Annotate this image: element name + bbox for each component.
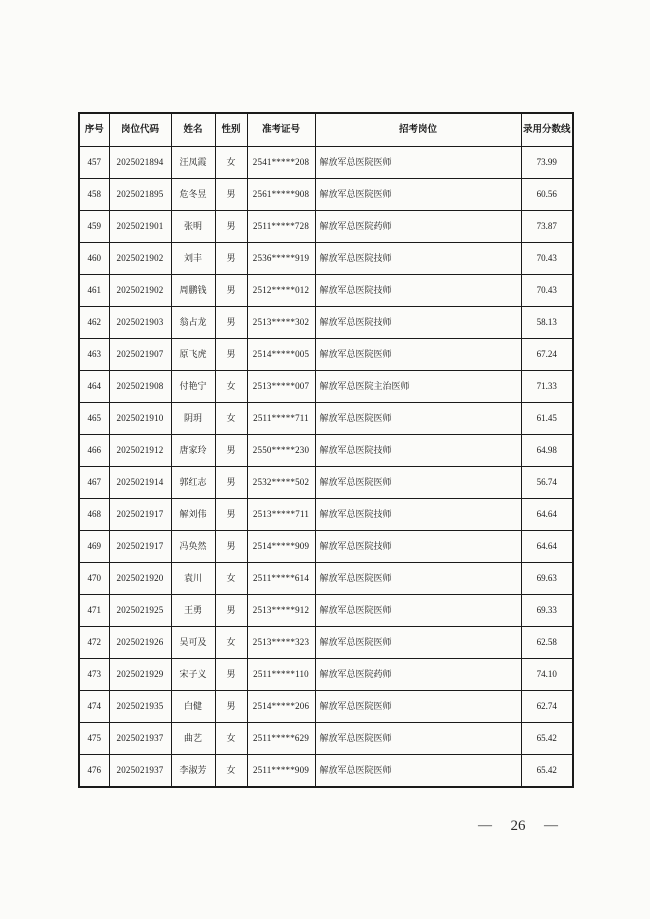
cell-position: 解放军总医院技师 [315,243,521,275]
cell-index: 457 [79,147,109,179]
table-row [79,499,573,531]
cell-position: 解放军总医院技师 [315,435,521,467]
cell-score: 74.10 [521,659,573,691]
cell-exam-no: 2513*****302 [247,307,315,339]
cell-index: 470 [79,563,109,595]
cell-gender: 男 [215,435,247,467]
cell-gender: 女 [215,563,247,595]
cell-score: 70.43 [521,243,573,275]
cell-position: 解放军总医院技师 [315,275,521,307]
cell-gender: 男 [215,275,247,307]
header-name: 姓名 [171,113,215,147]
cell-position: 解放军总医院技师 [315,307,521,339]
cell-job-code: 2025021912 [109,435,171,467]
cell-job-code: 2025021914 [109,467,171,499]
cell-job-code: 2025021902 [109,243,171,275]
cell-gender: 男 [215,691,247,723]
cell-name: 王勇 [171,595,215,627]
cell-name: 翁占龙 [171,307,215,339]
cell-score: 58.13 [521,307,573,339]
cell-exam-no: 2511*****629 [247,723,315,755]
table-row [79,211,573,243]
cell-position: 解放军总医院医师 [315,691,521,723]
cell-name: 阴玥 [171,403,215,435]
cell-exam-no: 2511*****728 [247,211,315,243]
cell-job-code: 2025021895 [109,179,171,211]
header-job-code: 岗位代码 [109,113,171,147]
cell-index: 473 [79,659,109,691]
cell-exam-no: 2511*****909 [247,755,315,788]
table-row [79,147,573,179]
cell-name: 汪凤霞 [171,147,215,179]
cell-index: 461 [79,275,109,307]
cell-name: 宋子义 [171,659,215,691]
header-gender: 性别 [215,113,247,147]
cell-index: 460 [79,243,109,275]
cell-gender: 男 [215,339,247,371]
cell-position: 解放军总医院医师 [315,595,521,627]
cell-index: 476 [79,755,109,788]
cell-gender: 男 [215,179,247,211]
cell-score: 62.58 [521,627,573,659]
cell-exam-no: 2511*****614 [247,563,315,595]
cell-gender: 男 [215,467,247,499]
cell-score: 65.42 [521,723,573,755]
table-header-row [79,113,573,147]
cell-exam-no: 2513*****007 [247,371,315,403]
cell-gender: 女 [215,755,247,788]
cell-name: 李淑芳 [171,755,215,788]
cell-name: 曲艺 [171,723,215,755]
table-row [79,371,573,403]
cell-job-code: 2025021937 [109,755,171,788]
cell-name: 吴可及 [171,627,215,659]
table-row [79,403,573,435]
cell-position: 解放军总医院医师 [315,147,521,179]
cell-gender: 女 [215,627,247,659]
table-row [79,243,573,275]
table-row [79,627,573,659]
page-number-value: 26 [510,818,526,834]
cell-exam-no: 2541*****208 [247,147,315,179]
cell-score: 67.24 [521,339,573,371]
cell-index: 467 [79,467,109,499]
page-number-dash-left: — [478,817,492,833]
cell-index: 462 [79,307,109,339]
cell-exam-no: 2514*****206 [247,691,315,723]
cell-exam-no: 2532*****502 [247,467,315,499]
cell-job-code: 2025021935 [109,691,171,723]
cell-exam-no: 2511*****110 [247,659,315,691]
cell-index: 465 [79,403,109,435]
cell-score: 61.45 [521,403,573,435]
cell-name: 唐家玲 [171,435,215,467]
page-number [478,818,558,835]
cell-index: 471 [79,595,109,627]
cell-exam-no: 2514*****005 [247,339,315,371]
cell-score: 65.42 [521,755,573,788]
table-row [79,755,573,788]
cell-score: 64.64 [521,499,573,531]
table-row [79,467,573,499]
cell-score: 64.98 [521,435,573,467]
cell-position: 解放军总医院药师 [315,659,521,691]
cell-name: 刘丰 [171,243,215,275]
cell-gender: 男 [215,499,247,531]
cell-gender: 男 [215,211,247,243]
cell-position: 解放军总医院医师 [315,339,521,371]
cell-position: 解放军总医院医师 [315,563,521,595]
header-index: 序号 [79,113,109,147]
cell-exam-no: 2550*****230 [247,435,315,467]
cell-position: 解放军总医院医师 [315,723,521,755]
cell-index: 458 [79,179,109,211]
cell-score: 70.43 [521,275,573,307]
cell-exam-no: 2513*****711 [247,499,315,531]
cell-job-code: 2025021925 [109,595,171,627]
table-row [79,435,573,467]
cell-name: 冯奂然 [171,531,215,563]
cell-gender: 男 [215,595,247,627]
cell-exam-no: 2514*****909 [247,531,315,563]
cell-gender: 男 [215,531,247,563]
cell-job-code: 2025021917 [109,499,171,531]
table-row [79,563,573,595]
cell-score: 73.87 [521,211,573,243]
cell-job-code: 2025021926 [109,627,171,659]
header-position: 招考岗位 [315,113,521,147]
cell-exam-no: 2512*****012 [247,275,315,307]
cell-gender: 男 [215,307,247,339]
table-row [79,275,573,307]
table-row [79,179,573,211]
cell-index: 459 [79,211,109,243]
cell-score: 71.33 [521,371,573,403]
table-row [79,659,573,691]
cell-gender: 女 [215,371,247,403]
cell-job-code: 2025021894 [109,147,171,179]
cell-name: 袁川 [171,563,215,595]
cell-index: 468 [79,499,109,531]
cell-job-code: 2025021910 [109,403,171,435]
cell-name: 周鹏钱 [171,275,215,307]
cell-job-code: 2025021917 [109,531,171,563]
cell-job-code: 2025021929 [109,659,171,691]
cell-exam-no: 2513*****323 [247,627,315,659]
cell-position: 解放军总医院主治医师 [315,371,521,403]
cell-name: 原飞虎 [171,339,215,371]
cell-index: 474 [79,691,109,723]
cell-job-code: 2025021908 [109,371,171,403]
table-row [79,339,573,371]
cell-job-code: 2025021902 [109,275,171,307]
cell-job-code: 2025021907 [109,339,171,371]
cell-gender: 女 [215,403,247,435]
cell-position: 解放军总医院医师 [315,467,521,499]
cell-score: 60.56 [521,179,573,211]
cell-index: 475 [79,723,109,755]
cell-position: 解放军总医院医师 [315,403,521,435]
cell-name: 付艳宁 [171,371,215,403]
cell-name: 白健 [171,691,215,723]
cell-exam-no: 2561*****908 [247,179,315,211]
cell-score: 69.63 [521,563,573,595]
cell-gender: 女 [215,723,247,755]
cell-index: 466 [79,435,109,467]
cell-job-code: 2025021937 [109,723,171,755]
cell-exam-no: 2511*****711 [247,403,315,435]
cell-gender: 男 [215,243,247,275]
cell-position: 解放军总医院技师 [315,499,521,531]
cell-name: 张明 [171,211,215,243]
cell-gender: 女 [215,147,247,179]
cell-gender: 男 [215,659,247,691]
cell-score: 69.33 [521,595,573,627]
cell-position: 解放军总医院医师 [315,755,521,788]
cell-job-code: 2025021920 [109,563,171,595]
table-row [79,531,573,563]
cell-name: 郭红志 [171,467,215,499]
cell-exam-no: 2536*****919 [247,243,315,275]
cell-index: 463 [79,339,109,371]
table-row [79,691,573,723]
cell-job-code: 2025021901 [109,211,171,243]
cell-position: 解放军总医院技师 [315,531,521,563]
table-row [79,307,573,339]
cell-index: 472 [79,627,109,659]
cell-position: 解放军总医院药师 [315,211,521,243]
cell-position: 解放军总医院医师 [315,179,521,211]
cell-position: 解放军总医院医师 [315,627,521,659]
table-row [79,723,573,755]
cell-score: 73.99 [521,147,573,179]
cell-job-code: 2025021903 [109,307,171,339]
cell-exam-no: 2513*****912 [247,595,315,627]
header-score: 录用分数线 [521,113,573,147]
header-exam-no: 准考证号 [247,113,315,147]
page-number-dash-right: — [544,817,558,833]
cell-index: 464 [79,371,109,403]
cell-name: 解刘伟 [171,499,215,531]
cell-score: 62.74 [521,691,573,723]
cell-index: 469 [79,531,109,563]
cell-score: 56.74 [521,467,573,499]
admission-score-table [78,112,574,788]
cell-score: 64.64 [521,531,573,563]
table-body [79,147,573,788]
table-row [79,595,573,627]
cell-name: 危冬昱 [171,179,215,211]
